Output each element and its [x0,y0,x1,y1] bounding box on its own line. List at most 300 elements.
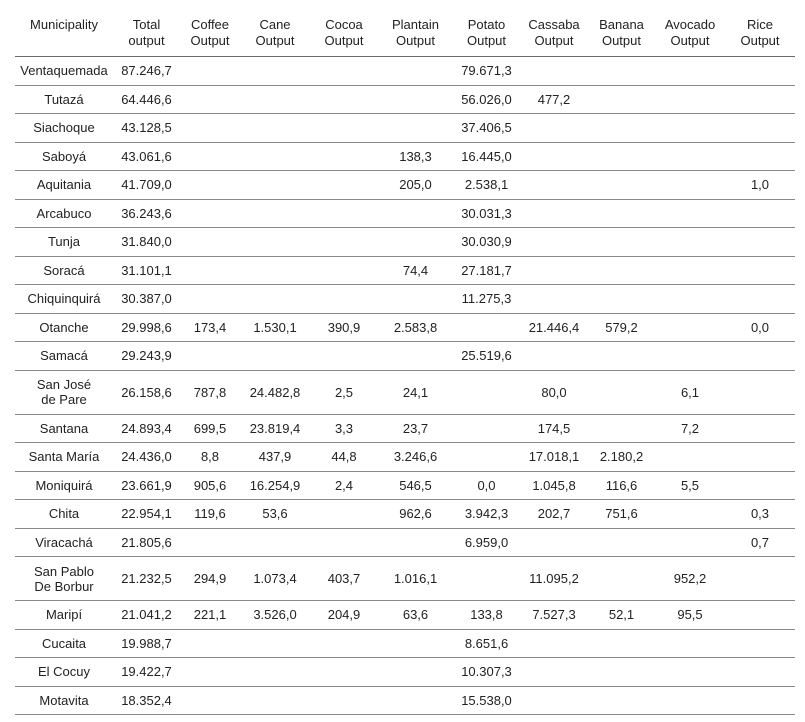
total-output-cell: 22.954,1 [113,500,180,529]
cassaba-output-cell: 174,5 [520,414,588,443]
banana-output-cell [588,85,655,114]
municipality-cell [15,57,113,86]
header-rice-output [725,0,795,57]
banana-output-cell [588,199,655,228]
municipality-name: El Cocuy [37,664,91,680]
cocoa-output-cell [310,85,378,114]
table-row [15,658,795,687]
table-row [15,171,795,200]
avocado-output-cell [655,658,725,687]
cane-output-cell: 24.482,8 [240,370,310,414]
cane-output-cell [240,686,310,715]
cane-output-cell [240,228,310,257]
cocoa-output-cell [310,500,378,529]
coffee-output-cell [180,256,240,285]
header-row [15,0,795,57]
header-cassaba-output-label: Cassaba Output [528,17,580,48]
total-output-cell: 19.422,7 [113,658,180,687]
rice-output-cell: 0,0 [725,313,795,342]
municipality-name: San José de Pare [36,377,92,407]
municipality-cell [15,557,113,601]
cassaba-output-cell [520,686,588,715]
header-potato-output [453,0,520,57]
total-output-cell: 43.061,6 [113,142,180,171]
municipality-cell [15,471,113,500]
municipality-name: Otanche [39,319,89,335]
cocoa-output-cell [310,285,378,314]
cocoa-output-cell: 2,4 [310,471,378,500]
municipality-cell [15,601,113,630]
banana-output-cell [588,256,655,285]
total-output-cell: 21.805,6 [113,528,180,557]
plantain-output-cell [378,57,453,86]
plantain-output-cell: 3.246,6 [378,443,453,472]
table-row [15,114,795,143]
municipality-name: Chita [48,506,80,522]
municipality-cell [15,342,113,371]
cassaba-output-cell: 17.018,1 [520,443,588,472]
rice-output-cell [725,658,795,687]
avocado-output-cell: 952,2 [655,557,725,601]
table-row [15,256,795,285]
plantain-output-cell [378,228,453,257]
total-output-cell: 26.158,6 [113,370,180,414]
rice-output-cell [725,443,795,472]
banana-output-cell [588,686,655,715]
plantain-output-cell [378,85,453,114]
plantain-output-cell [378,199,453,228]
total-output-cell: 87.246,7 [113,57,180,86]
avocado-output-cell [655,57,725,86]
header-avocado-output-label: Avocado Output [664,17,716,48]
table-row [15,414,795,443]
cane-output-cell: 53,6 [240,500,310,529]
header-cassaba-output [520,0,588,57]
municipality-name: Chiquinquirá [27,291,101,307]
table-row [15,85,795,114]
plantain-output-cell: 24,1 [378,370,453,414]
potato-output-cell: 8.651,6 [453,629,520,658]
plantain-output-cell [378,528,453,557]
cassaba-output-cell: 21.446,4 [520,313,588,342]
avocado-output-cell [655,85,725,114]
banana-output-cell [588,171,655,200]
header-total-output-label: Total output [128,17,165,48]
potato-output-cell: 79.671,3 [453,57,520,86]
municipality-cell [15,85,113,114]
cane-output-cell: 23.819,4 [240,414,310,443]
header-cane-output [240,0,310,57]
potato-output-cell: 30.031,3 [453,199,520,228]
rice-output-cell [725,601,795,630]
banana-output-cell: 579,2 [588,313,655,342]
cane-output-cell: 1.073,4 [240,557,310,601]
plantain-output-cell: 1.016,1 [378,557,453,601]
total-output-cell: 19.988,7 [113,629,180,658]
municipality-name: Motavita [39,692,89,708]
cocoa-output-cell: 2,5 [310,370,378,414]
potato-output-cell: 27.181,7 [453,256,520,285]
plantain-output-cell: 23,7 [378,414,453,443]
coffee-output-cell: 173,4 [180,313,240,342]
table-body [15,57,795,715]
coffee-output-cell: 8,8 [180,443,240,472]
municipality-name: Arcabuco [36,205,92,221]
banana-output-cell [588,114,655,143]
cocoa-output-cell: 390,9 [310,313,378,342]
potato-output-cell [453,370,520,414]
plantain-output-cell: 138,3 [378,142,453,171]
rice-output-cell: 1,0 [725,171,795,200]
avocado-output-cell [655,342,725,371]
table-row [15,370,795,414]
cocoa-output-cell: 204,9 [310,601,378,630]
municipality-cell [15,114,113,143]
table-header [15,0,795,57]
coffee-output-cell [180,142,240,171]
municipality-cell [15,500,113,529]
plantain-output-cell: 962,6 [378,500,453,529]
cane-output-cell: 1.530,1 [240,313,310,342]
municipality-name: Cucaita [41,635,87,651]
header-total-output [113,0,180,57]
avocado-output-cell: 95,5 [655,601,725,630]
cassaba-output-cell: 477,2 [520,85,588,114]
municipality-name: Aquitania [36,177,92,193]
banana-output-cell [588,57,655,86]
table-row [15,500,795,529]
header-coffee-output-label: Coffee Output [190,17,230,48]
total-output-cell: 43.128,5 [113,114,180,143]
avocado-output-cell [655,171,725,200]
plantain-output-cell: 63,6 [378,601,453,630]
rice-output-cell [725,471,795,500]
cassaba-output-cell: 80,0 [520,370,588,414]
potato-output-cell: 56.026,0 [453,85,520,114]
avocado-output-cell [655,686,725,715]
municipality-cell [15,171,113,200]
avocado-output-cell [655,228,725,257]
municipality-name: Soracá [43,262,85,278]
potato-output-cell: 2.538,1 [453,171,520,200]
coffee-output-cell: 699,5 [180,414,240,443]
cocoa-output-cell [310,57,378,86]
cane-output-cell [240,256,310,285]
rice-output-cell [725,114,795,143]
banana-output-cell [588,557,655,601]
total-output-cell: 21.232,5 [113,557,180,601]
potato-output-cell: 6.959,0 [453,528,520,557]
header-cocoa-output-label: Cocoa Output [324,17,364,48]
cassaba-output-cell: 202,7 [520,500,588,529]
header-coffee-output [180,0,240,57]
rice-output-cell: 0,7 [725,528,795,557]
municipality-name: Tutazá [44,91,84,107]
header-cocoa-output [310,0,378,57]
rice-output-cell [725,629,795,658]
total-output-cell: 30.387,0 [113,285,180,314]
coffee-output-cell [180,85,240,114]
rice-output-cell [725,686,795,715]
table-row [15,471,795,500]
total-output-cell: 41.709,0 [113,171,180,200]
total-output-cell: 29.998,6 [113,313,180,342]
coffee-output-cell: 221,1 [180,601,240,630]
plantain-output-cell: 205,0 [378,171,453,200]
header-potato-output-label: Potato Output [466,17,507,48]
rice-output-cell [725,228,795,257]
plantain-output-cell: 74,4 [378,256,453,285]
rice-output-cell [725,256,795,285]
avocado-output-cell [655,500,725,529]
banana-output-cell [588,414,655,443]
cassaba-output-cell [520,342,588,371]
avocado-output-cell [655,629,725,658]
header-cane-output-label: Cane Output [255,17,295,48]
cane-output-cell [240,528,310,557]
plantain-output-cell [378,686,453,715]
header-rice-output-label: Rice Output [740,17,780,48]
municipality-name: Samacá [40,348,88,364]
table-row [15,199,795,228]
potato-output-cell [453,443,520,472]
avocado-output-cell: 6,1 [655,370,725,414]
cane-output-cell: 16.254,9 [240,471,310,500]
banana-output-cell: 116,6 [588,471,655,500]
cassaba-output-cell [520,57,588,86]
rice-output-cell [725,57,795,86]
plantain-output-cell [378,342,453,371]
banana-output-cell [588,342,655,371]
coffee-output-cell: 119,6 [180,500,240,529]
cocoa-output-cell [310,199,378,228]
cassaba-output-cell [520,256,588,285]
banana-output-cell [588,658,655,687]
avocado-output-cell: 5,5 [655,471,725,500]
table-row [15,57,795,86]
cane-output-cell [240,342,310,371]
coffee-output-cell [180,658,240,687]
table-row [15,285,795,314]
total-output-cell: 23.661,9 [113,471,180,500]
avocado-output-cell [655,443,725,472]
total-output-cell: 24.893,4 [113,414,180,443]
header-municipality [15,0,113,57]
cane-output-cell [240,285,310,314]
cocoa-output-cell [310,686,378,715]
rice-output-cell [725,285,795,314]
cane-output-cell [240,658,310,687]
coffee-output-cell [180,686,240,715]
coffee-output-cell [180,199,240,228]
table-row [15,228,795,257]
cocoa-output-cell: 44,8 [310,443,378,472]
rice-output-cell [725,142,795,171]
potato-output-cell: 16.445,0 [453,142,520,171]
avocado-output-cell [655,313,725,342]
municipality-name: Santa María [28,449,100,465]
potato-output-cell: 11.275,3 [453,285,520,314]
avocado-output-cell [655,142,725,171]
cassaba-output-cell [520,285,588,314]
potato-output-cell: 15.538,0 [453,686,520,715]
potato-output-cell: 37.406,5 [453,114,520,143]
banana-output-cell [588,142,655,171]
banana-output-cell: 751,6 [588,500,655,529]
plantain-output-cell [378,114,453,143]
banana-output-cell [588,370,655,414]
potato-output-cell [453,414,520,443]
cocoa-output-cell [310,142,378,171]
table-row [15,142,795,171]
rice-output-cell [725,414,795,443]
table-row [15,528,795,557]
cocoa-output-cell [310,342,378,371]
cocoa-output-cell [310,658,378,687]
coffee-output-cell [180,228,240,257]
municipality-cell [15,256,113,285]
municipality-cell [15,414,113,443]
potato-output-cell [453,313,520,342]
cassaba-output-cell [520,199,588,228]
avocado-output-cell [655,114,725,143]
table-row [15,629,795,658]
table-row [15,313,795,342]
municipality-name: Santana [39,420,89,436]
banana-output-cell [588,629,655,658]
cassaba-output-cell: 7.527,3 [520,601,588,630]
cocoa-output-cell [310,256,378,285]
coffee-output-cell [180,528,240,557]
potato-output-cell: 10.307,3 [453,658,520,687]
municipality-cell [15,443,113,472]
cassaba-output-cell [520,171,588,200]
municipality-cell [15,686,113,715]
rice-output-cell: 0,3 [725,500,795,529]
municipality-cell [15,658,113,687]
cocoa-output-cell: 3,3 [310,414,378,443]
header-plantain-output-label: Plantain Output [392,17,439,48]
table-row [15,601,795,630]
municipality-cell [15,313,113,342]
table-row [15,686,795,715]
cane-output-cell: 3.526,0 [240,601,310,630]
coffee-output-cell [180,629,240,658]
cane-output-cell [240,85,310,114]
rice-output-cell [725,342,795,371]
cocoa-output-cell [310,629,378,658]
cassaba-output-cell: 11.095,2 [520,557,588,601]
avocado-output-cell [655,528,725,557]
cane-output-cell: 437,9 [240,443,310,472]
total-output-cell: 64.446,6 [113,85,180,114]
municipality-name: San Pablo De Borbur [34,563,94,594]
banana-output-cell [588,228,655,257]
cassaba-output-cell [520,658,588,687]
cassaba-output-cell [520,528,588,557]
potato-output-cell: 25.519,6 [453,342,520,371]
header-banana-output [588,0,655,57]
coffee-output-cell: 905,6 [180,471,240,500]
coffee-output-cell: 294,9 [180,557,240,601]
cane-output-cell [240,114,310,143]
avocado-output-cell [655,199,725,228]
table-row [15,557,795,601]
banana-output-cell [588,528,655,557]
municipality-cell [15,629,113,658]
cassaba-output-cell [520,629,588,658]
rice-output-cell [725,85,795,114]
plantain-output-cell [378,658,453,687]
municipality-name: Viracachá [35,534,93,550]
header-municipality-label: Municipality [30,17,98,32]
cassaba-output-cell [520,228,588,257]
table-row [15,342,795,371]
header-plantain-output [378,0,453,57]
avocado-output-cell [655,285,725,314]
total-output-cell: 29.243,9 [113,342,180,371]
municipality-cell [15,199,113,228]
municipality-name: Ventaquemada [20,63,108,79]
total-output-cell: 24.436,0 [113,443,180,472]
avocado-output-cell [655,256,725,285]
municipality-cell [15,142,113,171]
cane-output-cell [240,199,310,228]
cassaba-output-cell [520,142,588,171]
total-output-cell: 18.352,4 [113,686,180,715]
potato-output-cell: 3.942,3 [453,500,520,529]
potato-output-cell: 0,0 [453,471,520,500]
municipality-name: Saboyá [41,148,87,164]
plantain-output-cell [378,285,453,314]
municipality-cell [15,228,113,257]
banana-output-cell [588,285,655,314]
banana-output-cell: 52,1 [588,601,655,630]
municipality-name: Moniquirá [35,477,93,493]
total-output-cell: 36.243,6 [113,199,180,228]
plantain-output-cell: 2.583,8 [378,313,453,342]
total-output-cell: 31.101,1 [113,256,180,285]
total-output-cell: 21.041,2 [113,601,180,630]
header-avocado-output [655,0,725,57]
cocoa-output-cell [310,171,378,200]
rice-output-cell [725,557,795,601]
cane-output-cell [240,629,310,658]
total-output-cell: 31.840,0 [113,228,180,257]
cane-output-cell [240,171,310,200]
coffee-output-cell [180,114,240,143]
coffee-output-cell [180,57,240,86]
coffee-output-cell [180,171,240,200]
municipal-output-table [15,0,795,715]
cocoa-output-cell: 403,7 [310,557,378,601]
municipality-cell [15,528,113,557]
municipality-cell [15,285,113,314]
cocoa-output-cell [310,528,378,557]
banana-output-cell: 2.180,2 [588,443,655,472]
coffee-output-cell [180,342,240,371]
coffee-output-cell: 787,8 [180,370,240,414]
cane-output-cell [240,142,310,171]
rice-output-cell [725,199,795,228]
rice-output-cell [725,370,795,414]
municipality-name: Siachoque [33,120,95,136]
cassaba-output-cell: 1.045,8 [520,471,588,500]
cassaba-output-cell [520,114,588,143]
potato-output-cell: 30.030,9 [453,228,520,257]
municipality-cell [15,370,113,414]
potato-output-cell [453,557,520,601]
